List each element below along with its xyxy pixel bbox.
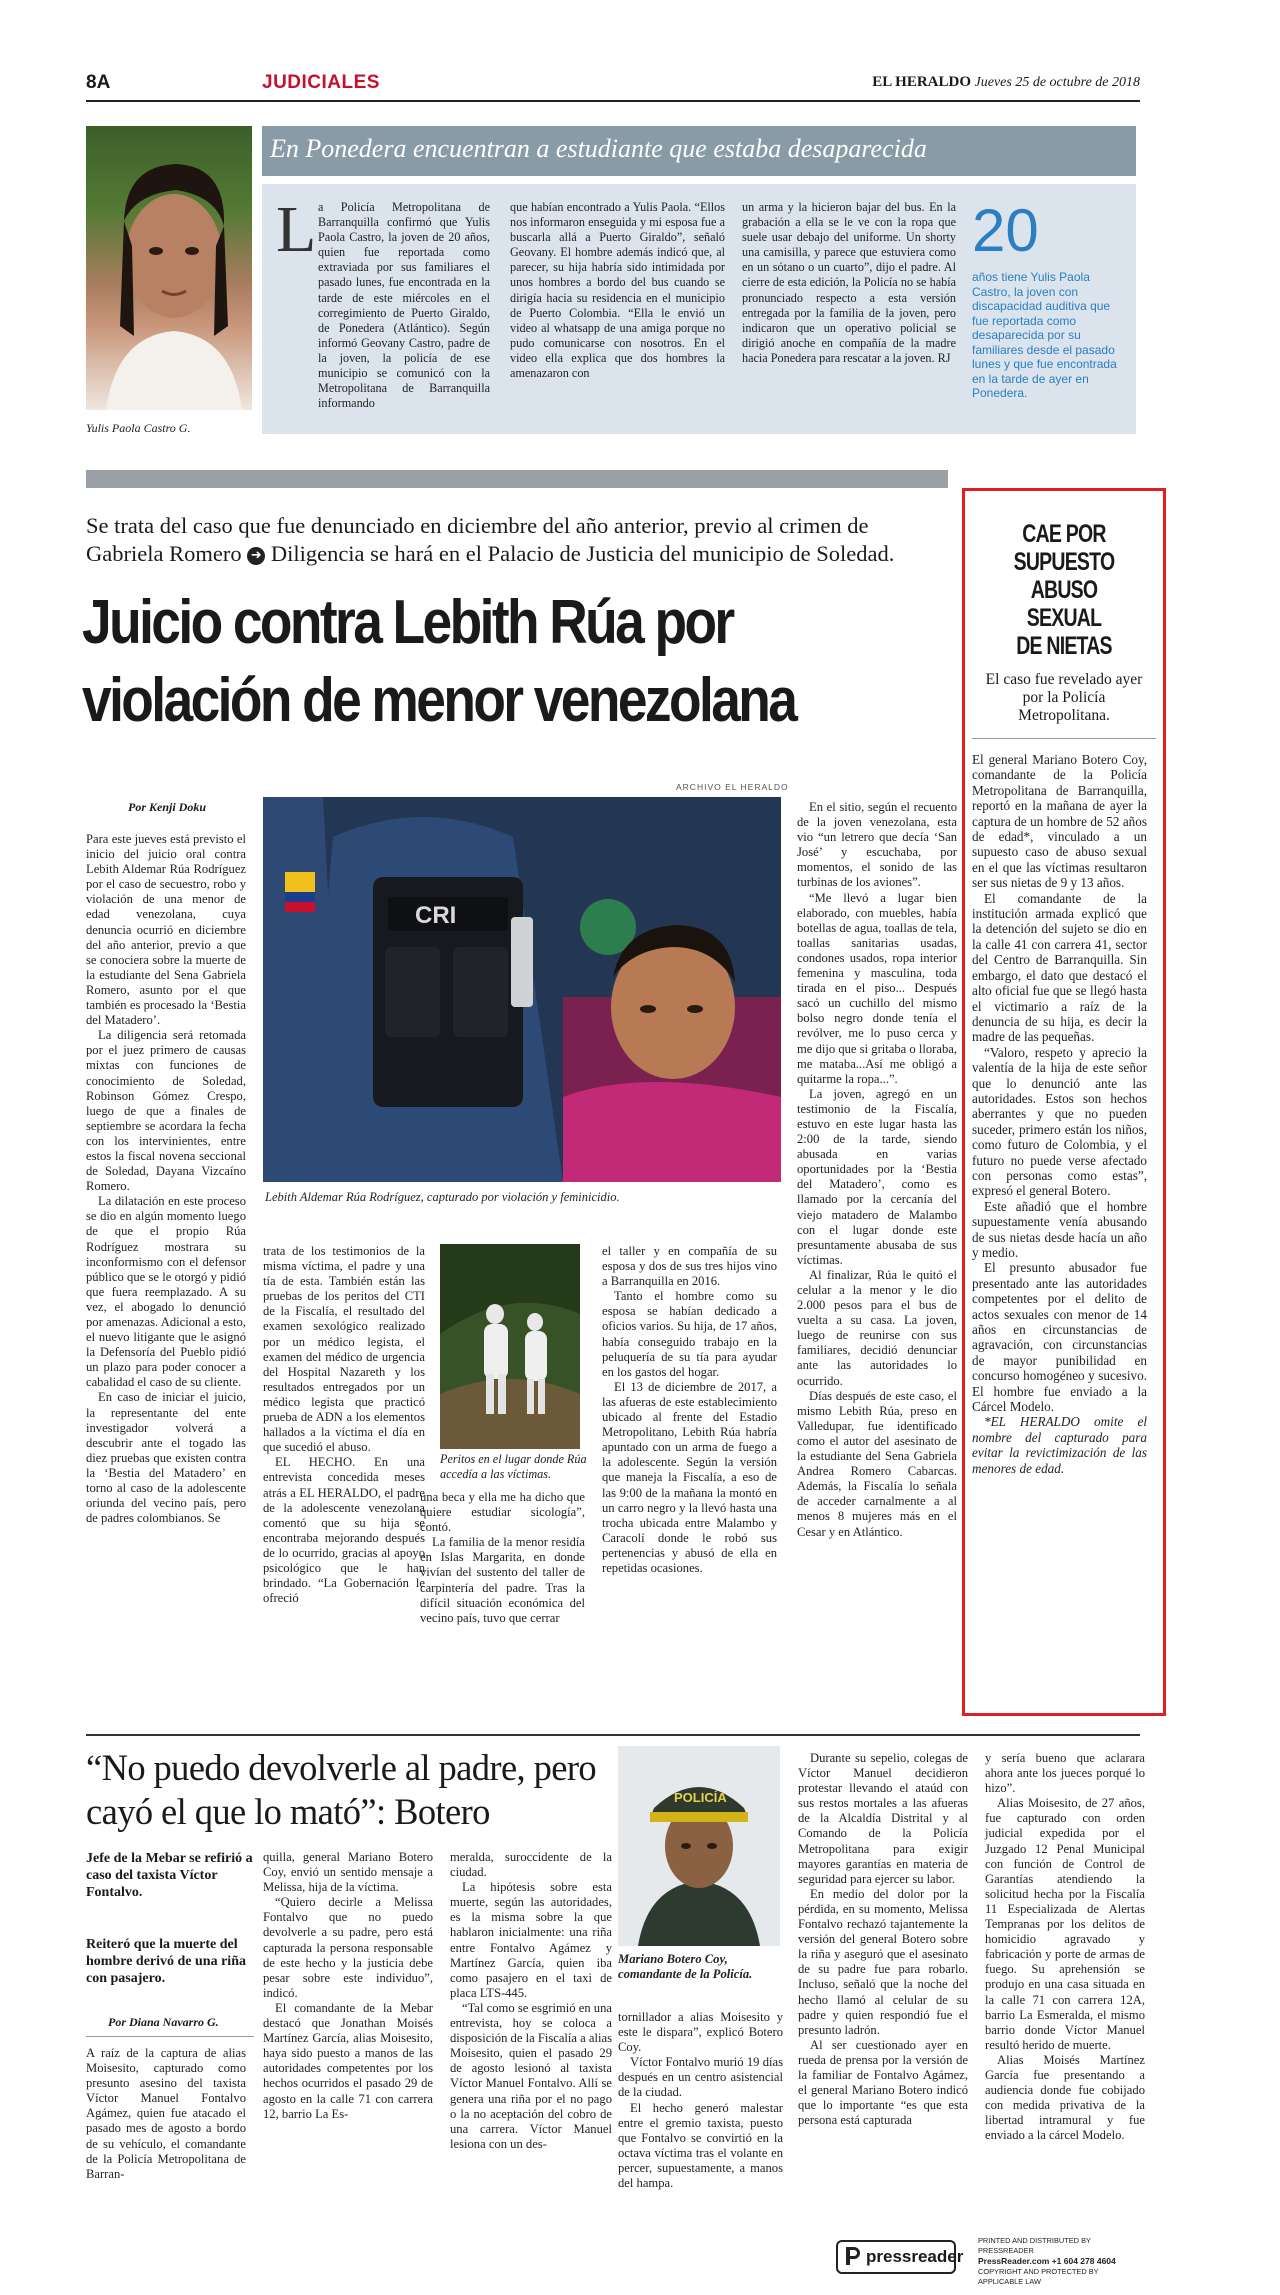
pressreader-info (978, 2236, 1143, 2287)
paragraph: La familia de la menor residía en Islas Margarita, en donde vivían del sustento del taller de carpintería del padre. Tras la difícil situación económica del vecino país, tuvo que cerrar (420, 1535, 585, 1625)
paragraph: El comandante de la institución armada explicó que la detención del sujeto se dio en la calle 41 con carrera 41, sector del Centro de Barranquilla. Sin embargo, el dato que destacó el alto oficial fue que se llegó hasta el victimario a raíz de la denuncia de su hija, es decir la madre de las pequeñas. (972, 890, 1147, 1045)
bottom-col-b (263, 1850, 433, 2198)
paragraph: A raíz de la captura de alias Moisesito, capturado como presunto asesino del taxista Víctor Manuel Fontalvo Agámez, quien fue atacado el pasado mes de agosto a bordo de su vehículo, el comandante de la Policía Metropolitana de Barran- (86, 2046, 246, 2181)
police-commander-caption: Mariano Botero Coy, comandante de la Policía. (618, 1952, 753, 1981)
paragraph: “Tal como se esgrimió en una entrevista, hoy se coloca a disposición de la Fiscalía a alias Moisesito, quien el pasado 29 de agosto lesionó al taxista Víctor Manuel Fontalvo. Allí se genera una riña por el no pago o la no aceptación del cobro de una carrera. Víctor Manuel lesiona con un des- (450, 2000, 612, 2151)
paragraph: Al ser cuestionado ayer en rueda de prensa por la versión de la familiar de Fontalvo Agámez, el general Mariano Botero indicó que lo importante “es que esta persona está capturada (798, 2037, 968, 2128)
paragraph: Víctor Fontalvo murió 19 días después en un centro asistencial de la ciudad. (618, 2055, 783, 2100)
main-col-d (602, 1244, 777, 1684)
sidebar-headline-line: SUPUESTO (1013, 548, 1115, 576)
issue-date: Jueves 25 de octubre de 2018 (974, 75, 1140, 90)
paragraph: Alias Moisés Martínez García fue presentando a audiencia donde fue cobijado con medida privativa de la libertad intramural y fue enviado a la cárcel Modelo. (985, 2052, 1145, 2143)
paragraph: Este añadió que el hombre supuestamente venía abusando de sus nietas desde hacía un año y medio. (972, 1198, 1147, 1260)
paragraph: EL HECHO. En una entrevista concedida meses atrás a EL HERALDO, el padre de la adolescente venezolana comentó que su hija se encontraba mejorando después de lo ocurrido, gracias al apoyo psicológico que le han brindado. “La Gobernación le ofreció (263, 1455, 425, 1606)
suspect-photo (263, 797, 781, 1182)
main-col-a (86, 832, 246, 1686)
photo-credit: ARCHIVO EL HERALDO (676, 782, 789, 792)
top-story-col-2: que habían encontrado a Yulis Paola. “Ellos nos informaron enseguida y mi esposa fue a buscarla allá a Puerto Giraldo”, señaló Geovany. El hombre además indicó que, al parecer, su hija habría sido intimidada por unos hombres a bordo del bus cuando se dirigía hacia su residencia en el municipio de Puerto Colombia. “Ella le envió un video al whatsapp de una amiga porque no pudo comunicarse con nosotros. En el video ella explica que dos hombres la amenazaron con (510, 200, 725, 381)
paragraph: quilla, general Mariano Botero Coy, envió un sentido mensaje a Melissa, hija de la víctima. (263, 1850, 433, 1895)
sidebar-headline (972, 520, 1156, 660)
paragraph: El comandante de la Mebar destacó que Jonathan Moisés Martínez García, alias Moisesito, haya sido puesto a manos de las autoridades competentes por los hechos ocurridos el pasado 29 de agosto en la calle 71 con carrera 12, barrio La Es- (263, 2000, 433, 2121)
sidebar-headline-line: DE NIETAS (1016, 632, 1112, 660)
svg-text:POLICÍA: POLICÍA (674, 1790, 727, 1805)
student-photo (86, 126, 252, 410)
top-story-headline: En Ponedera encuentran a estudiante que estaba desaparecida (270, 134, 927, 163)
student-photo-caption: Yulis Paola Castro G. (86, 421, 191, 435)
paragraph: y sería bueno que aclarara ahora ante los jueces porqué lo hizo”. (985, 1751, 1145, 1796)
paragraph: “Valoro, respeto y aprecio la valentía de la hija de este señor que lo denunció ante las autoridades. Estos son hechos aberrantes y que no pueden suceder, primero están los niños, como futuro de Colombia, y el futuro no puede verse afectado con personas como estas”, expresó el general Botero. (972, 1044, 1147, 1199)
main-story-headline (82, 584, 942, 740)
headline-line-1: Juicio contra Lebith Rúa por (82, 588, 733, 657)
fact-number: 20 (972, 197, 1039, 264)
main-col-b (263, 1244, 425, 1684)
bottom-col-c (450, 1850, 612, 2198)
paragraph: Durante su sepelio, colegas de Víctor Manuel decidieron protestar llevando el ataúd con sus restos mortales a las afueras de la Alcaldía Distrital y al Comando de la Policía Metropolitana para exigir mayores garantías en materia de seguridad para ejercer su labor. (798, 1751, 968, 1886)
paragraph: En el sitio, según el recuento de la joven venezolana, esta vio “un letrero que decía ‘San José’ y escuchaba, por momentos, el sonido de las turbinas de los aviones”. (797, 800, 957, 890)
sidebar-headline-line: CAE POR (1022, 520, 1106, 548)
paragraph: “Me llevó a lugar bien elaborado, con muebles, había botellas de agua, toallas de tela, toallas sanitarias usadas, condones usados, ropa interior femenina y masculina, toda tirada en el piso... Después sacó un cuchillo del mismo bolso negro donde tenía el revólver, me lo puso cerca y me dijo que si gritaba o lloraba, me mataba...Así me obligó a quitarme la ropa...”. (797, 890, 957, 1086)
paragraph: el taller y en compañía de su esposa y dos de sus tres hijos vino a Barranquilla en 2016. (602, 1244, 777, 1289)
arrow-right-icon: ➜ (247, 547, 265, 565)
paragraph: Al finalizar, Rúa le quitó el celular a la menor y le dio 2.000 pesos para el bus de vuelta a su casa. La joven, luego de reunirse con sus familiares, decidió denunciar ante las autoridades lo ocurrido. (797, 1267, 957, 1388)
bottom-col-e (798, 1751, 968, 2198)
bottom-byline: Por Diana Navarro G. (108, 2015, 219, 2029)
paragraph: La joven, agregó en un testimonio de la Fiscalía, estuvo en este lugar hasta las 2:00 de la tarde, siendo abusada en varias oportunidades por la ‘Bestia del Matadero’, como es llamado por la cercanía del viejo matadero de Malambo con el lugar donde este presuntamente abusaba de sus víctimas. (797, 1086, 957, 1267)
paragraph: En caso de iniciar el juicio, la representante del ente investigador volverá a descubrir ante el togado las diez pruebas que existen contra la ‘Bestia del Matadero’ en torno al caso de la adolescente oriunda del vecino país, pero de padres colombianos. Se (86, 1390, 246, 1526)
bottom-story-rule (86, 1734, 1140, 1736)
printed-by-line: PRINTED AND DISTRIBUTED BY PRESSREADER (978, 2236, 1091, 2255)
section-name: JUDICIALES (262, 72, 380, 93)
paragraph: Para este jueves está previsto el inicio del juicio oral contra Lebith Aldemar Rúa Rodríguez por el caso de secuestro, robo y violación de una menor de edad venezolana, cuya denuncia ocurrió en diciembre del año anterior, previo a que se conociera sobre la muerte de la estudiante del Sena Gabriela Romero, asunto por el que también es procesado la ‘Bestia del Matadero’. (86, 832, 246, 1028)
paragraph: tornillador a alias Moisesito y este le dispara”, explicó Botero Coy. (618, 2010, 783, 2055)
kicker-part-2: Diligencia se hará en el Palacio de Justicia del municipio de Soledad. (270, 541, 895, 566)
page-number: 8A (86, 72, 111, 93)
paragraph: El hecho generó malestar entre el gremio taxista, puesto que Fontalvo se convirtió en la octava víctima tras el volante en percer, supuestamente, a manos del hampa. (618, 2100, 783, 2191)
main-col-e (797, 800, 957, 1684)
paragraph: El 13 de diciembre de 2017, a las afueras de este establecimiento ubicado al frente del Estadio Metropolitano, Lebith Rúa habría apuntado con un arma de fuego a la adolescente. Según la versión que maneja la Fiscalía, a eso de las 9:00 de la mañana la montó en un carro negro y la llevó hasta una trocha ubicada entre Malambo y Caracolí donde le robó sus pertenencias y abusó de ella en repetidas ocasiones. (602, 1379, 777, 1575)
sidebar-body (972, 752, 1147, 1692)
paragraph: una beca y ella me ha dicho que quiere estudiar sicología”, contó. (420, 1490, 585, 1535)
bottom-story-dek-1: Jefe de la Mebar se refirió a caso del taxista Víctor Fontalvo. (86, 1851, 253, 1900)
forensics-photo-caption: Peritos en el lugar donde Rúa accedía a las víctimas. (440, 1452, 587, 1481)
kicker-part-1: Se trata del caso que fue denunciado en diciembre del año anterior, previo al crimen de Gabriela Romero (86, 513, 869, 566)
bottom-story-headline: “No puedo devolverle al padre, pero cayó el que lo mató”: Botero (86, 1747, 597, 1832)
byline-rule (86, 2036, 254, 2037)
masthead (872, 74, 1140, 91)
main-col-c (420, 1490, 585, 1680)
drop-cap: L (276, 193, 317, 266)
paragraph: La dilatación en este proceso se dio en algún momento luego de que el propio Rúa Rodríguez mostrara su inconformismo con el defensor público que se le otorgó y pidió que fuera reemplazado. A su vez, el abogado lo denunció por amenazas. Adicional a esto, el nuevo litigante que le asignó la Defensoría del Pueblo pidió un plazo para poder conocer a cabalidad el caso de su cliente. (86, 1194, 246, 1390)
main-byline: Por Kenji Doku (128, 800, 207, 814)
svg-text:CRI: CRI (415, 902, 457, 929)
paragraph: El general Mariano Botero Coy, comandante de la Policía Metropolitana de Barranquilla, reportó en la mañana de ayer la captura de un hombre de 52 años de edad*, vinculado a un supuesto caso de abuso sexual en el que las víctimas resultaron ser sus nietas de 9 y 13 años. (972, 752, 1147, 891)
bottom-col-a (86, 2046, 246, 2198)
paragraph: La diligencia será retomada por el juez primero de causas mixtas con funciones de conocimiento de Soledad, Robinson Gómez Crespo, luego de que a finales de septiembre se acordara la fecha con los intervinientes, entre estos la fiscal novena seccional de Soledad, Dayana Vizcaíno Romero. (86, 1028, 246, 1194)
pressreader-logo-text: pressreader (866, 2247, 964, 2266)
top-story-col-3: un arma y la hicieron bajar del bus. En la grabación a ella se le ve con la ropa que suele usar debajo del uniforme. Un shorty una camisilla, y parece que estuviera como en un sótano o un cuarto”, dijo el padre. Al cierre de esta edición, la Policía no se había pronunciado respecto a esta versión entregada por la familia de la joven, pero indicaron que un operativo policial se dirigió anoche en compañía de la madre hacia Ponedera para rescatar a la joven. RJ (742, 200, 956, 365)
pressreader-icon (843, 2245, 861, 2267)
sidebar-dek: El caso fue revelado ayer por la Policía Metropolitana. (985, 671, 1143, 724)
paragraph: meralda, suroccidente de la ciudad. (450, 1850, 612, 1880)
paragraph: En medio del dolor por la pérdida, en su momento, Melissa Fontalvo rechazó tajantemente la versión del general Botero sobre la riña y aseguró que el asesinato de su padre fue para robarlo. Incluso, señaló que la noche del hecho llamó al celular de su padre y quien respondió fue el presunto ladrón. (798, 1886, 968, 2037)
sidebar-headline-line: ABUSO SEXUAL (1026, 576, 1102, 632)
suspect-photo-caption: Lebith Aldemar Rúa Rodríguez, capturado por violación y feminicidio. (265, 1190, 620, 1204)
fact-text: años tiene Yulis Paola Castro, la joven con discapacidad auditiva que fue reportada como desaparecida por su familiares desde el pasado lunes y que fue encontrada en la tarde de ayer en Ponedera. (972, 270, 1117, 400)
paragraph: Días después de este caso, el mismo Lebith Rúa, preso en Valledupar, fue identificado como el autor del asesinato de la estudiante del Sena Gabriela Andrea Romero Cabarcas. Además, la Fiscalía lo señala de acceder carnalmente a al menos 8 mujeres más en el Cesar y en Atlántico. (797, 1388, 957, 1539)
pressreader-contact (978, 2256, 1143, 2267)
paragraph: La hipótesis sobre esta muerte, según las autoridades, es la misma sobre la que hablaron inicialmente: una riña entre Fontalvo Agámez y Martínez García, quien iba como pasajero en el taxi de placa LTS-445. (450, 1880, 612, 2000)
sidebar-rule (972, 738, 1156, 739)
forensics-photo (440, 1244, 580, 1449)
paragraph: Tanto el hombre como su esposa se habían dedicado a oficios varios. Su hija, de 17 años, había conseguido trabajo en la peluquería de su tía para ayudar en los gastos del hogar. (602, 1289, 777, 1379)
sidebar-note: *EL HERALDO omite el nombre del capturado para evitar la revictimización de las menores de edad. (972, 1414, 1147, 1476)
pressreader-contact-text: PressReader.com +1 604 278 4604 (978, 2256, 1116, 2266)
paragraph: Alias Moisesito, de 27 años, fue capturado con orden judicial expedida por el Juzgado 12 Penal Municipal con función de Control de Garantías atendiendo la solicitud hecha por la Fiscalía 11 Especializada de Alertas Tempranas por los delitos de homicidio agravado y fabricación y porte de armas de fuego. Su aprehensión se produjo en una casa situada en la calle 71 con carrera 12A, barrio La Esmeralda, el mismo barrio donde Víctor Manuel resultó herido de muerte. (985, 1796, 1145, 2052)
top-story-col-1: a Policía Metropolitana de Barranquilla confirmó que Yulis Paola Castro, la joven de 20 años, quien fue reportada como extraviada por sus familiares el pasado lunes, fue encontrada en la tarde de este miércoles en el corregimiento de Puerto Giraldo, de Ponedera (Atlántico). Según informó Geovany Castro, padre de la joven, la policía de ese municipio se comunicó con la Metropolitana de Barranquilla informando (318, 200, 490, 411)
paragraph: El presunto abusador fue presentado ante las autoridades competentes por el delito de actos sexuales con menor de 14 años en circunstancias de agravación, con circunstancias de mayor punibilidad en concurso homogéneo y sucesivo. El hombre fue enviado a la Cárcel Modelo. (972, 1260, 1147, 1415)
header-rule (86, 100, 1140, 102)
bottom-col-f (985, 1751, 1145, 2198)
paragraph: trata de los testimonios de la misma víctima, el padre y una tía de esta. También están las pruebas de los peritos del CTI de la Fiscalía, el resultado del examen sexológico realizado por un médico legista, el examen del médico de urgencia del Hospital Nazareth y los resultados entregados por un médico legista que practicó prueba de ADN a los elementos hallados a la víctima el día en que sucedió el abuso. (263, 1244, 425, 1455)
paragraph: “Quiero decirle a Melissa Fontalvo que no puedo devolverle a su padre, pero está capturada la persona responsable de este hecho y la justicia debe pesar sobre este individuo”, indicó. (263, 1895, 433, 2000)
bottom-story-dek-2: Reiteró que la muerte del hombre derivó de una riña con pasajero. (86, 1937, 246, 1986)
newspaper-name: EL HERALDO (872, 74, 972, 90)
bottom-col-d (618, 2010, 783, 2198)
section-divider-bar (86, 470, 948, 488)
headline-line-2: violación de menor venezolana (82, 666, 796, 735)
main-story-kicker (86, 512, 948, 568)
police-commander-photo (618, 1746, 780, 1946)
copyright-line: COPYRIGHT AND PROTECTED BY APPLICABLE LAW (978, 2267, 1099, 2286)
